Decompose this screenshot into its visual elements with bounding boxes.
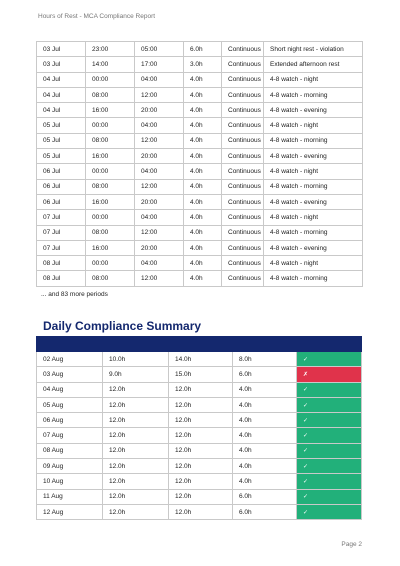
duration-cell: 4.0h	[184, 225, 222, 240]
table-row	[37, 428, 362, 443]
start-cell: 08:00	[86, 87, 135, 102]
compliant-check-icon: ✓	[297, 352, 362, 367]
date-cell: 10 Aug	[37, 474, 103, 489]
compliant-check-icon: ✓	[297, 489, 362, 504]
table-row	[37, 103, 363, 118]
min-rest-cell: 4.0h	[233, 474, 297, 489]
type-cell: Continuous	[222, 240, 264, 255]
end-cell: 17:00	[135, 57, 184, 72]
duration-cell: 4.0h	[184, 133, 222, 148]
table-row	[37, 256, 363, 271]
table-row	[37, 72, 363, 87]
date-cell: 04 Jul	[37, 87, 86, 102]
duration-cell: 4.0h	[184, 194, 222, 209]
date-cell: 07 Jul	[37, 210, 86, 225]
min-rest-cell: 6.0h	[233, 367, 297, 382]
end-cell: 20:00	[135, 149, 184, 164]
rest-hours-cell: 9.0h	[103, 367, 169, 382]
date-cell: 04 Jul	[37, 72, 86, 87]
notes-cell: 4-8 watch - night	[264, 118, 363, 133]
date-cell: 12 Aug	[37, 504, 103, 519]
end-cell: 04:00	[135, 210, 184, 225]
date-cell: 06 Jul	[37, 164, 86, 179]
type-cell: Continuous	[222, 87, 264, 102]
summary-title: Daily Compliance Summary	[43, 319, 202, 333]
end-cell: 04:00	[135, 256, 184, 271]
summary-header-row	[37, 337, 362, 352]
notes-cell: 4-8 watch - evening	[264, 194, 363, 209]
start-cell: 14:00	[86, 57, 135, 72]
table-row	[37, 194, 363, 209]
type-cell: Continuous	[222, 256, 264, 271]
min-rest-cell: 4.0h	[233, 397, 297, 412]
table-row	[37, 149, 363, 164]
work-hours-cell: 12.0h	[169, 459, 233, 474]
type-cell: Continuous	[222, 210, 264, 225]
min-rest-cell: 4.0h	[233, 382, 297, 397]
summary-header-cell	[297, 337, 362, 352]
duration-cell: 4.0h	[184, 87, 222, 102]
end-cell: 12:00	[135, 225, 184, 240]
notes-cell: 4-8 watch - night	[264, 72, 363, 87]
duration-cell: 4.0h	[184, 149, 222, 164]
duration-cell: 4.0h	[184, 179, 222, 194]
table-row	[37, 225, 363, 240]
rest-hours-cell: 12.0h	[103, 413, 169, 428]
notes-cell: 4-8 watch - evening	[264, 103, 363, 118]
table-row	[37, 352, 362, 367]
work-hours-cell: 12.0h	[169, 382, 233, 397]
table-row	[37, 42, 363, 57]
table-row	[37, 367, 362, 382]
rest-hours-cell: 12.0h	[103, 397, 169, 412]
start-cell: 23:00	[86, 42, 135, 57]
report-header-title: Hours of Rest - MCA Compliance Report	[38, 13, 156, 20]
daily-compliance-table	[36, 336, 362, 520]
rest-hours-cell: 12.0h	[103, 489, 169, 504]
summary-header-cell	[169, 337, 233, 352]
compliant-check-icon: ✓	[297, 382, 362, 397]
start-cell: 16:00	[86, 149, 135, 164]
min-rest-cell: 4.0h	[233, 428, 297, 443]
start-cell: 16:00	[86, 103, 135, 118]
type-cell: Continuous	[222, 194, 264, 209]
start-cell: 00:00	[86, 210, 135, 225]
page-number: Page 2	[341, 541, 362, 548]
end-cell: 20:00	[135, 103, 184, 118]
start-cell: 08:00	[86, 179, 135, 194]
date-cell: 07 Jul	[37, 225, 86, 240]
more-periods-note: ... and 83 more periods	[41, 291, 108, 298]
date-cell: 04 Jul	[37, 103, 86, 118]
work-hours-cell: 12.0h	[169, 428, 233, 443]
type-cell: Continuous	[222, 72, 264, 87]
type-cell: Continuous	[222, 179, 264, 194]
date-cell: 08 Jul	[37, 271, 86, 286]
end-cell: 12:00	[135, 179, 184, 194]
date-cell: 03 Jul	[37, 57, 86, 72]
compliant-check-icon: ✓	[297, 397, 362, 412]
table-row	[37, 87, 363, 102]
date-cell: 05 Jul	[37, 118, 86, 133]
rest-periods-table	[36, 41, 363, 287]
work-hours-cell: 12.0h	[169, 413, 233, 428]
date-cell: 05 Jul	[37, 133, 86, 148]
work-hours-cell: 12.0h	[169, 397, 233, 412]
end-cell: 12:00	[135, 133, 184, 148]
start-cell: 00:00	[86, 118, 135, 133]
type-cell: Continuous	[222, 133, 264, 148]
min-rest-cell: 4.0h	[233, 443, 297, 458]
type-cell: Continuous	[222, 103, 264, 118]
work-hours-cell: 12.0h	[169, 504, 233, 519]
work-hours-cell: 15.0h	[169, 367, 233, 382]
type-cell: Continuous	[222, 57, 264, 72]
rest-hours-cell: 10.0h	[103, 352, 169, 367]
start-cell: 00:00	[86, 256, 135, 271]
table-row	[37, 443, 362, 458]
notes-cell: 4-8 watch - evening	[264, 240, 363, 255]
duration-cell: 4.0h	[184, 72, 222, 87]
rest-hours-cell: 12.0h	[103, 443, 169, 458]
notes-cell: 4-8 watch - morning	[264, 271, 363, 286]
notes-cell: 4-8 watch - night	[264, 164, 363, 179]
rest-hours-cell: 12.0h	[103, 428, 169, 443]
end-cell: 12:00	[135, 87, 184, 102]
table-row	[37, 413, 362, 428]
compliant-check-icon: ✓	[297, 428, 362, 443]
compliant-check-icon: ✓	[297, 474, 362, 489]
compliant-check-icon: ✓	[297, 443, 362, 458]
start-cell: 00:00	[86, 72, 135, 87]
duration-cell: 6.0h	[184, 42, 222, 57]
work-hours-cell: 12.0h	[169, 443, 233, 458]
date-cell: 08 Jul	[37, 256, 86, 271]
date-cell: 06 Aug	[37, 413, 103, 428]
rest-hours-cell: 12.0h	[103, 504, 169, 519]
table-row	[37, 489, 362, 504]
compliant-check-icon: ✓	[297, 459, 362, 474]
duration-cell: 4.0h	[184, 256, 222, 271]
notes-cell: 4-8 watch - morning	[264, 133, 363, 148]
table-row	[37, 57, 363, 72]
end-cell: 04:00	[135, 164, 184, 179]
table-row	[37, 240, 363, 255]
end-cell: 04:00	[135, 118, 184, 133]
end-cell: 20:00	[135, 194, 184, 209]
date-cell: 09 Aug	[37, 459, 103, 474]
violation-cross-icon: ✗	[297, 367, 362, 382]
table-row	[37, 504, 362, 519]
date-cell: 02 Aug	[37, 352, 103, 367]
type-cell: Continuous	[222, 271, 264, 286]
date-cell: 05 Aug	[37, 397, 103, 412]
date-cell: 11 Aug	[37, 489, 103, 504]
date-cell: 07 Aug	[37, 428, 103, 443]
table-row	[37, 164, 363, 179]
start-cell: 08:00	[86, 271, 135, 286]
duration-cell: 3.0h	[184, 57, 222, 72]
table-row	[37, 210, 363, 225]
table-row	[37, 397, 362, 412]
rest-hours-cell: 12.0h	[103, 382, 169, 397]
duration-cell: 4.0h	[184, 210, 222, 225]
type-cell: Continuous	[222, 42, 264, 57]
start-cell: 16:00	[86, 240, 135, 255]
notes-cell: 4-8 watch - morning	[264, 179, 363, 194]
min-rest-cell: 6.0h	[233, 489, 297, 504]
type-cell: Continuous	[222, 164, 264, 179]
compliant-check-icon: ✓	[297, 504, 362, 519]
table-row	[37, 179, 363, 194]
table-row	[37, 118, 363, 133]
duration-cell: 4.0h	[184, 271, 222, 286]
work-hours-cell: 12.0h	[169, 489, 233, 504]
notes-cell: Short night rest - violation	[264, 42, 363, 57]
summary-header-cell	[37, 337, 103, 352]
notes-cell: 4-8 watch - night	[264, 210, 363, 225]
summary-header-cell	[233, 337, 297, 352]
end-cell: 20:00	[135, 240, 184, 255]
notes-cell: 4-8 watch - night	[264, 256, 363, 271]
table-row	[37, 133, 363, 148]
rest-hours-cell: 12.0h	[103, 474, 169, 489]
end-cell: 04:00	[135, 72, 184, 87]
duration-cell: 4.0h	[184, 103, 222, 118]
date-cell: 07 Jul	[37, 240, 86, 255]
start-cell: 00:00	[86, 164, 135, 179]
min-rest-cell: 4.0h	[233, 413, 297, 428]
duration-cell: 4.0h	[184, 118, 222, 133]
compliant-check-icon: ✓	[297, 413, 362, 428]
date-cell: 06 Jul	[37, 179, 86, 194]
summary-header-cell	[103, 337, 169, 352]
end-cell: 12:00	[135, 271, 184, 286]
date-cell: 08 Aug	[37, 443, 103, 458]
notes-cell: 4-8 watch - evening	[264, 149, 363, 164]
type-cell: Continuous	[222, 149, 264, 164]
date-cell: 04 Aug	[37, 382, 103, 397]
notes-cell: Extended afternoon rest	[264, 57, 363, 72]
min-rest-cell: 6.0h	[233, 504, 297, 519]
start-cell: 16:00	[86, 194, 135, 209]
duration-cell: 4.0h	[184, 240, 222, 255]
rest-hours-cell: 12.0h	[103, 459, 169, 474]
min-rest-cell: 4.0h	[233, 459, 297, 474]
table-row	[37, 474, 362, 489]
type-cell: Continuous	[222, 118, 264, 133]
duration-cell: 4.0h	[184, 164, 222, 179]
date-cell: 03 Jul	[37, 42, 86, 57]
notes-cell: 4-8 watch - morning	[264, 225, 363, 240]
date-cell: 06 Jul	[37, 194, 86, 209]
work-hours-cell: 12.0h	[169, 474, 233, 489]
date-cell: 05 Jul	[37, 149, 86, 164]
date-cell: 03 Aug	[37, 367, 103, 382]
work-hours-cell: 14.0h	[169, 352, 233, 367]
table-row	[37, 459, 362, 474]
min-rest-cell: 8.0h	[233, 352, 297, 367]
type-cell: Continuous	[222, 225, 264, 240]
end-cell: 05:00	[135, 42, 184, 57]
table-row	[37, 382, 362, 397]
table-row	[37, 271, 363, 286]
start-cell: 08:00	[86, 133, 135, 148]
notes-cell: 4-8 watch - morning	[264, 87, 363, 102]
start-cell: 08:00	[86, 225, 135, 240]
